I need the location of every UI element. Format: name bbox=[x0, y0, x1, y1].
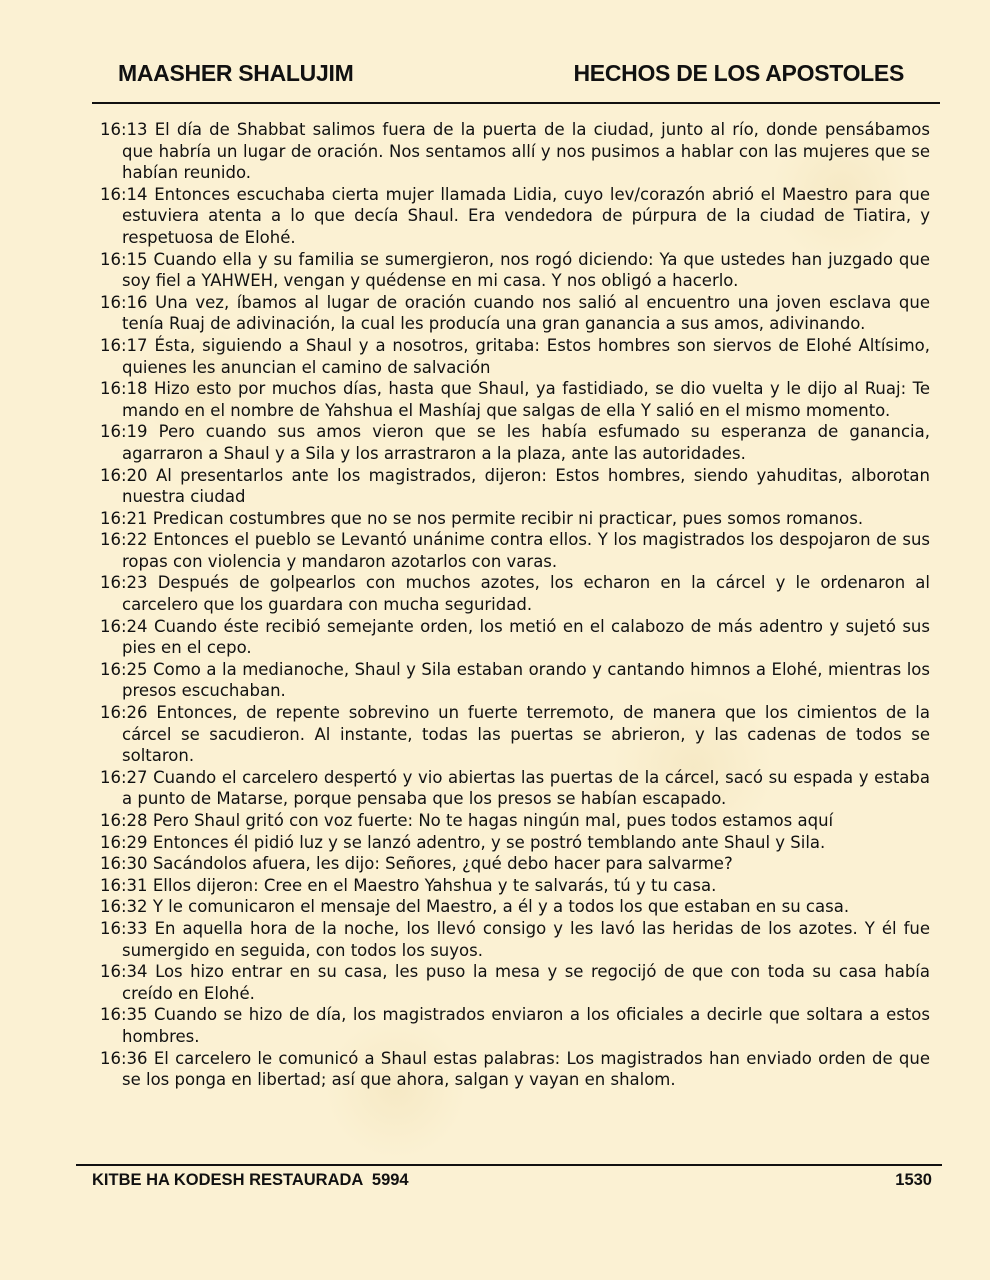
verse-text: Predican costumbres que no se nos permite recibir ni practicar, pues somos romanos. bbox=[152, 508, 864, 528]
verse-text: Ésta, siguiendo a Shaul y a nosotros, gritaba: Estos hombres son siervos de Elohé Altísimo, quienes les anuncian el camino de salvación bbox=[122, 335, 930, 377]
verse-text: Entonces escuchaba cierta mujer llamada Lidia, cuyo lev/corazón abrió el Maestro para que estuviera atenta a lo que decía Shaul. Era vendedora de púrpura de la ciudad de Tiatira, y respetuosa de Elohé. bbox=[122, 184, 930, 247]
verse-list bbox=[100, 119, 930, 1091]
verse-reference: 16:33 bbox=[100, 918, 148, 938]
verse-reference: 16:32 bbox=[100, 897, 148, 917]
page-header bbox=[92, 58, 940, 104]
verse bbox=[100, 853, 930, 875]
verse-reference: 16:35 bbox=[100, 1005, 148, 1025]
verse-text: Entonces, de repente sobrevino un fuerte terremoto, de manera que los cimientos de la cárcel se sacudieron. Al instante, todas las puertas se abrieron, y las cadenas de todos se soltaron. bbox=[122, 703, 931, 766]
verse-text: Pero Shaul gritó con voz fuerte: No te hagas ningún mal, pues todos estamos aquí bbox=[152, 811, 834, 830]
page-number: 1530 bbox=[895, 1171, 932, 1189]
verse-text: Entonces el pueblo se Levantó unánime contra ellos. Y los magistrados los despojaron de sus ropas con violencia y mandaron azotarlos con varas. bbox=[122, 530, 931, 571]
verse-text: Cuando se hizo de día, los magistrados enviaron a los oficiales a decirle que soltara a estos hombres. bbox=[122, 1005, 930, 1046]
verse bbox=[100, 875, 930, 897]
verse bbox=[100, 1048, 930, 1091]
verse-text: Y le comunicaron el mensaje del Maestro, a él y a todos los que estaban en su casa. bbox=[152, 897, 850, 917]
verse-reference: 16:14 bbox=[100, 184, 148, 204]
bible-edition-label: KITBE HA KODESH RESTAURADA 5994 bbox=[92, 1171, 409, 1189]
verse-reference: 16:27 bbox=[100, 767, 148, 787]
verse-reference: 16:17 bbox=[100, 335, 148, 355]
verse bbox=[100, 918, 930, 961]
book-title-hebrew: MAASHER SHALUJIM bbox=[118, 60, 354, 86]
verse bbox=[100, 465, 930, 508]
verse-text: Al presentarlos ante los magistrados, dijeron: Estos hombres, siendo yahuditas, alborotan nuestra ciudad bbox=[122, 465, 930, 507]
book-title-spanish: HECHOS DE LOS APOSTOLES bbox=[573, 60, 904, 86]
verse-reference: 16:25 bbox=[100, 659, 148, 679]
verse-text: El día de Shabbat salimos fuera de la puerta de la ciudad, junto al río, donde pensábamos que habría un lugar de oración. Nos sentamos allí y nos pusimos a hablar con las mujeres que se habían reunido. bbox=[122, 120, 930, 183]
verse-text: Después de golpearlos con muchos azotes, los echaron en la cárcel y le ordenaron al carcelero que los guardara con mucha seguridad. bbox=[122, 573, 930, 615]
verse bbox=[100, 421, 930, 464]
verse-text: El carcelero le comunicó a Shaul estas palabras: Los magistrados han enviado orden de que se los ponga en libertad; así que ahora, salgan y vayan en shalom. bbox=[122, 1048, 931, 1090]
verse bbox=[100, 961, 930, 1004]
verse-text: Cuando el carcelero despertó y vio abiertas las puertas de la cárcel, sacó su espada y estaba a punto de Matarse, porque pensaba que los presos se habían escapado. bbox=[122, 767, 930, 809]
verse-reference: 16:18 bbox=[100, 379, 148, 399]
verse-reference: 16:15 bbox=[100, 249, 148, 269]
verse bbox=[100, 616, 930, 659]
verse bbox=[100, 529, 930, 572]
verse bbox=[100, 184, 930, 249]
verse bbox=[100, 572, 930, 615]
verse-reference: 16:24 bbox=[100, 616, 148, 636]
verse-reference: 16:28 bbox=[100, 811, 148, 830]
verse-reference: 16:22 bbox=[100, 530, 148, 550]
verse-text: Los hizo entrar en su casa, les puso la mesa y se regocijó de que con toda su casa había creído en Elohé. bbox=[122, 962, 930, 1003]
footer-rule bbox=[76, 1164, 942, 1166]
verse-reference: 16:36 bbox=[100, 1048, 148, 1068]
verse bbox=[100, 896, 930, 918]
verse-reference: 16:30 bbox=[100, 854, 148, 874]
verse-text: Entonces él pidió luz y se lanzó adentro, y se postró temblando ante Shaul y Sila. bbox=[152, 832, 826, 852]
verse-reference: 16:34 bbox=[100, 962, 148, 982]
verse bbox=[100, 810, 930, 832]
verse-text: Cuando ella y su familia se sumergieron, nos rogó diciendo: Ya que ustedes han juzgado que soy fiel a YAHWEH, vengan y quédense en mi casa. Y nos obligó a hacerlo. bbox=[122, 249, 930, 291]
verse-reference: 16:20 bbox=[100, 465, 148, 485]
verse bbox=[100, 1004, 930, 1047]
verse bbox=[100, 702, 930, 767]
verse bbox=[100, 249, 930, 292]
verse bbox=[100, 508, 930, 530]
verse bbox=[100, 378, 930, 421]
verse bbox=[100, 767, 930, 810]
verse bbox=[100, 119, 930, 184]
verse-reference: 16:19 bbox=[100, 422, 148, 442]
verse-text: Hizo esto por muchos días, hasta que Shaul, ya fastidiado, se dio vuelta y le dijo al Ruaj: Te mando en el nombre de Yahshua el Mashíaj que salgas de ella Y salió en el mismo momento. bbox=[122, 379, 930, 420]
verse-text: En aquella hora de la noche, los llevó consigo y les lavó las heridas de los azotes. Y él fue sumergido en seguida, con todos los suyos. bbox=[122, 918, 930, 960]
verse-reference: 16:31 bbox=[100, 875, 148, 895]
verse bbox=[100, 292, 930, 335]
verse-reference: 16:16 bbox=[100, 292, 148, 312]
verse-text: Sacándolos afuera, les dijo: Señores, ¿qué debo hacer para salvarme? bbox=[152, 854, 733, 874]
verse bbox=[100, 659, 930, 702]
verse-text: Cuando éste recibió semejante orden, los metió en el calabozo de más adentro y sujetó sus pies en el cepo. bbox=[122, 616, 930, 658]
verse-reference: 16:13 bbox=[100, 120, 148, 139]
verse-text: Ellos dijeron: Cree en el Maestro Yahshua y te salvarás, tú y tu casa. bbox=[152, 875, 717, 895]
verse-reference: 16:21 bbox=[100, 508, 148, 528]
verse-reference: 16:23 bbox=[100, 573, 148, 593]
verse-text: Como a la medianoche, Shaul y Sila estaban orando y cantando himnos a Elohé, mientras los presos escuchaban. bbox=[122, 659, 930, 701]
verse-text: Una vez, íbamos al lugar de oración cuando nos salió al encuentro una joven esclava que tenía Ruaj de adivinación, la cual les producía una gran ganancia a sus amos, adivinando. bbox=[122, 292, 930, 334]
verse-reference: 16:29 bbox=[100, 832, 148, 852]
verse-reference: 16:26 bbox=[100, 703, 148, 723]
verse bbox=[100, 335, 930, 378]
verse bbox=[100, 832, 930, 854]
verse-text: Pero cuando sus amos vieron que se les había esfumado su esperanza de ganancia, agarraron a Shaul y a Sila y los arrastraron a la plaza, ante las autoridades. bbox=[122, 422, 930, 463]
